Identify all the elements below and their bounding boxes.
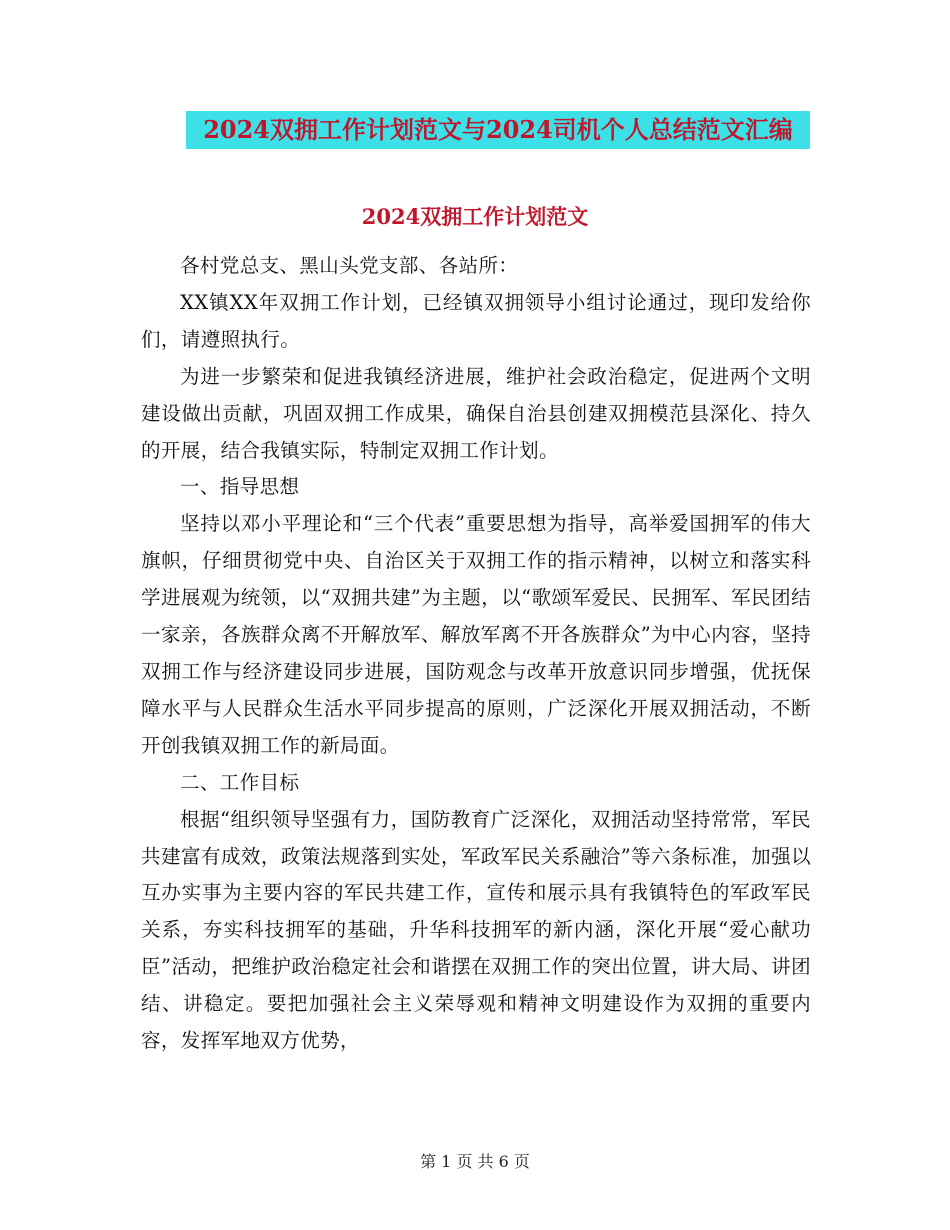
section-heading: 一、指导思想 bbox=[180, 475, 300, 499]
page-footer: 第 1 页 共 6 页 bbox=[420, 1152, 530, 1171]
document-body bbox=[141, 248, 811, 1060]
section-heading: 二、工作目标 bbox=[180, 770, 300, 794]
paragraph: 坚持以邓小平理论和“三个代表”重要思想为指导，高举爱国拥军的伟大旗帜，仔细贯彻党中央、自治区关于双拥工作的指示精神，以树立和落实科学进展观为统领，以“双拥共建”为主题，以“歌颂军爱民、民拥军、军民团结一家亲，各族群众离不开解放军、解放军离不开各族群众”为中心内容，坚持双拥工作与经济建设同步进展，国防观念与改革开放意识同步增强，优抚保障水平与人民群众生活水平同步提高的原则，广泛深化开展双拥活动，不断开创我镇双拥工作的新局面。 bbox=[141, 512, 811, 757]
paragraph: 为进一步繁荣和促进我镇经济进展，维护社会政治稳定，促进两个文明建设做出贡献，巩固双拥工作成果，确保自治县创建双拥模范县深化、持久的开展，结合我镇实际，特制定双拥工作计划。 bbox=[141, 364, 811, 462]
section-title: 2024双拥工作计划范文 bbox=[361, 204, 589, 229]
paragraph: 根据“组织领导坚强有力，国防教育广泛深化，双拥活动坚持常常，军民共建富有成效，政策法规落到实处，军政军民关系融洽”等六条标准，加强以互办实事为主要内容的军民共建工作，宣传和展示具有我镇特色的军政军民关系，夯实科技拥军的基础，升华科技拥军的新内涵，深化开展“爱心献功臣”活动，把维护政治稳定社会和谐摆在双拥工作的突出位置，讲大局、讲团结、讲稳定。要把加强社会主义荣辱观和精神文明建设作为双拥的重要内容，发挥军地双方优势， bbox=[141, 807, 811, 1053]
paragraph-salutation: 各村党总支、黑山头党支部、各站所： bbox=[180, 254, 519, 277]
paragraph: XX镇XX年双拥工作计划，已经镇双拥领导小组讨论通过，现印发给你们，请遵照执行。 bbox=[141, 290, 811, 351]
document-main-title: 2024双拥工作计划范文与2024司机个人总结范文汇编 bbox=[186, 111, 810, 149]
